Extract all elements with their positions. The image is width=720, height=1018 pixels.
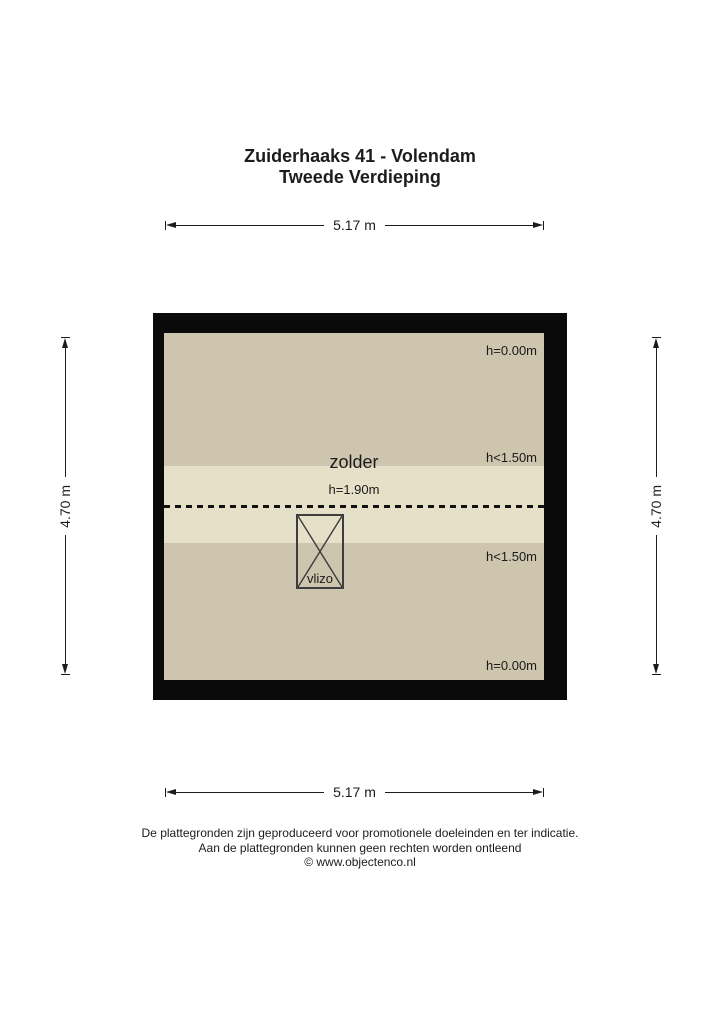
height-label-lower-right: h<1.50m <box>486 549 537 564</box>
arrowhead-left-icon <box>166 222 176 228</box>
arrowhead-up-icon <box>62 338 68 348</box>
page-title <box>0 146 720 188</box>
copyright-line: © www.objectenco.nl <box>304 855 416 869</box>
dimension-line <box>385 792 533 793</box>
room-name-label: zolder <box>329 452 379 472</box>
title-floor: Tweede Verdieping <box>279 167 441 187</box>
dimension-top <box>165 217 544 233</box>
dimension-line <box>656 348 657 477</box>
dimension-end-tick <box>652 674 661 675</box>
dimension-end-tick <box>543 788 544 797</box>
attic-floor-area <box>164 333 544 680</box>
dimension-bottom-label: 5.17 m <box>333 784 376 800</box>
dimension-right-label: 4.70 m <box>648 484 664 528</box>
dimension-end-tick <box>61 674 70 675</box>
ridge-height-label: h=1.90m <box>328 482 380 497</box>
dimension-line <box>65 348 66 477</box>
dimension-top-label: 5.17 m <box>333 217 376 233</box>
dimension-right <box>648 337 664 675</box>
dimension-left <box>57 337 73 675</box>
dimension-line <box>176 225 324 226</box>
dimension-left-label: 4.70 m <box>57 484 73 528</box>
height-label-upper-right: h<1.50m <box>486 450 537 465</box>
arrowhead-right-icon <box>533 222 543 228</box>
title-address: Zuiderhaaks 41 - Volendam <box>244 146 476 166</box>
loft-ladder-hatch <box>296 514 344 589</box>
dimension-line <box>656 535 657 664</box>
dimension-line <box>385 225 533 226</box>
height-label-top-right: h=0.00m <box>486 343 537 358</box>
dimension-end-tick <box>543 221 544 230</box>
height-label-bottom-right: h=0.00m <box>486 658 537 673</box>
dimension-line <box>65 535 66 664</box>
disclaimer-line-1: De plattegronden zijn geproduceerd voor promotionele doeleinden en ter indicatie. <box>141 826 579 840</box>
dimension-line <box>176 792 324 793</box>
floorplan-walls <box>153 313 567 700</box>
arrowhead-down-icon <box>62 664 68 674</box>
arrowhead-up-icon <box>653 338 659 348</box>
dimension-bottom <box>165 784 544 800</box>
arrowhead-right-icon <box>533 789 543 795</box>
arrowhead-down-icon <box>653 664 659 674</box>
disclaimer-line-2: Aan de plattegronden kunnen geen rechten worden ontleend <box>198 840 522 855</box>
arrowhead-left-icon <box>166 789 176 795</box>
hatch-label: vlizo <box>306 571 333 586</box>
ridge-dashed-line <box>164 505 544 508</box>
disclaimer <box>0 826 720 870</box>
